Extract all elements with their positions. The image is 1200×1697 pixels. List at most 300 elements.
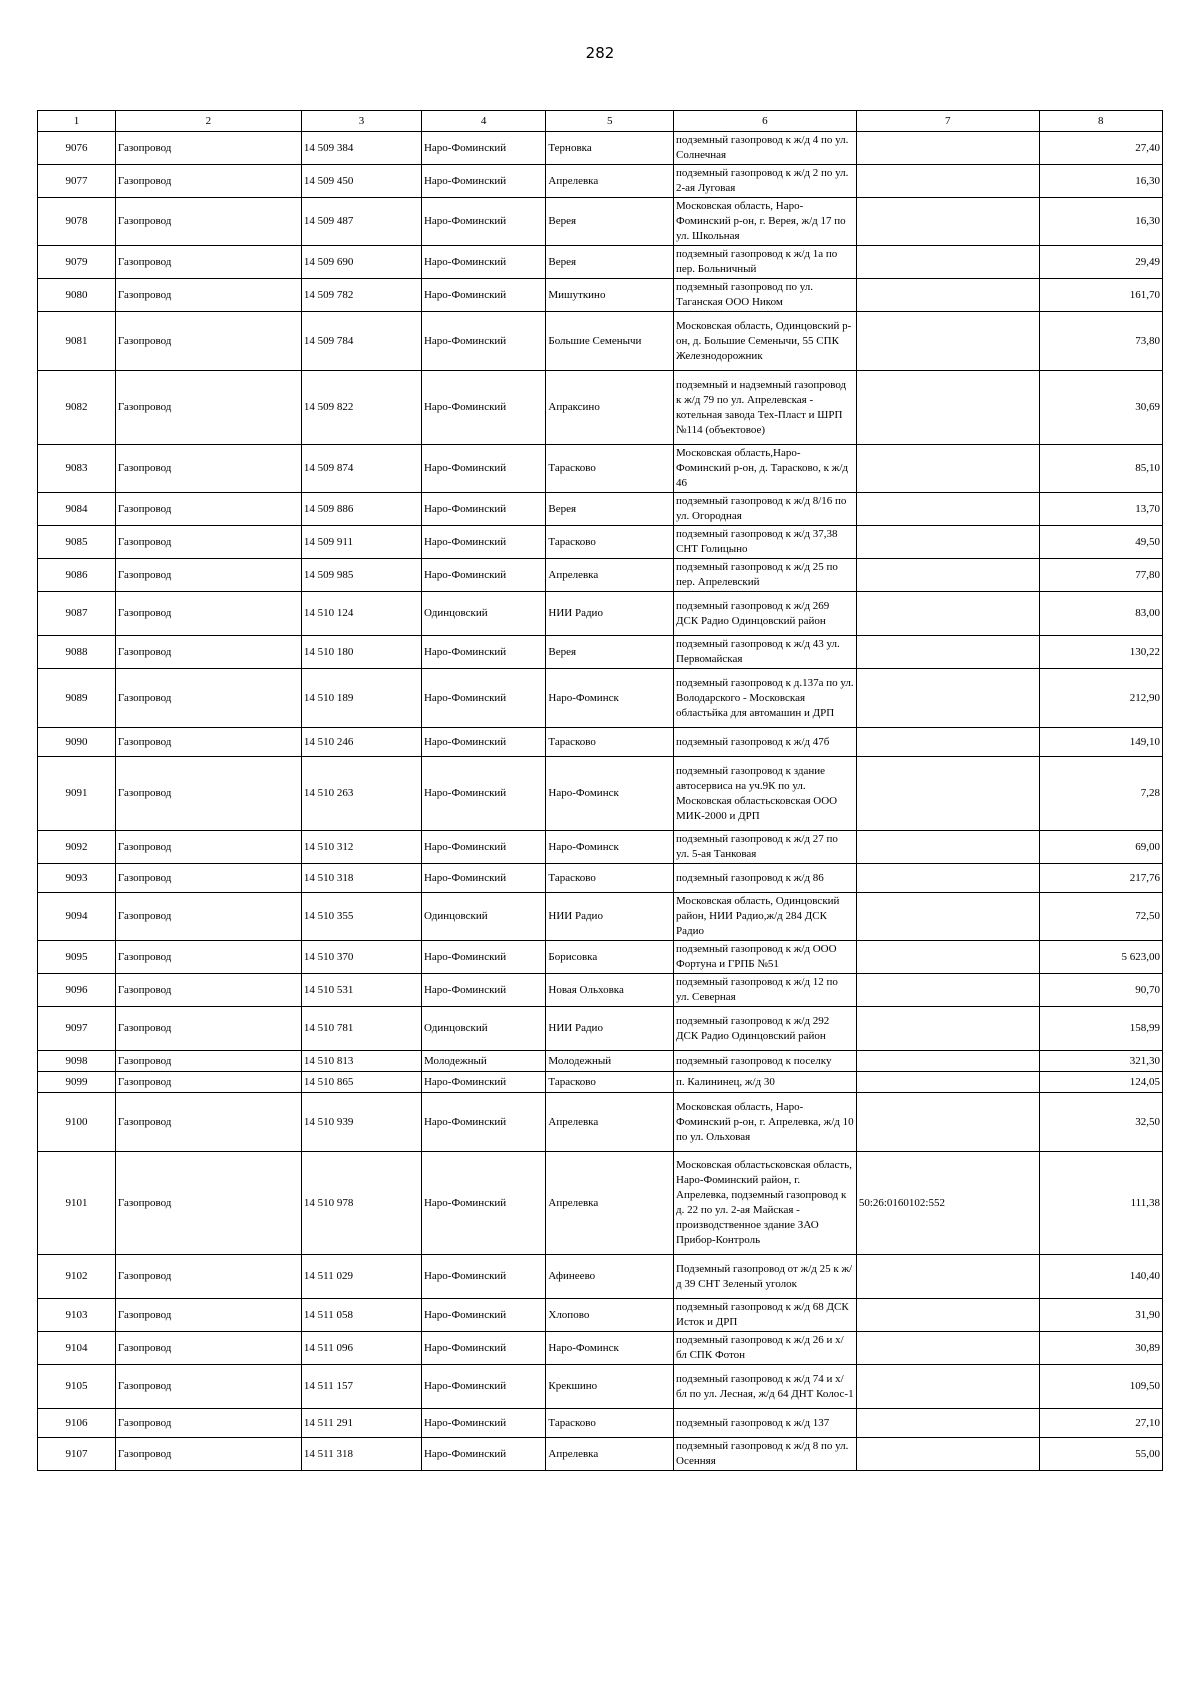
locality-cell: НИИ Радио <box>546 1007 674 1051</box>
object-type-cell: Газопровод <box>115 279 301 312</box>
cadastral-number-cell <box>856 371 1039 445</box>
table-row <box>38 493 1163 526</box>
row-number-cell: 9097 <box>38 1007 116 1051</box>
column-header: 3 <box>301 111 421 132</box>
length-value-cell: 16,30 <box>1039 198 1162 246</box>
inventory-number-cell: 14 510 781 <box>301 1007 421 1051</box>
district-cell: Наро-Фоминский <box>421 669 545 728</box>
object-type-cell: Газопровод <box>115 728 301 757</box>
locality-cell: Большие Семенычи <box>546 312 674 371</box>
inventory-number-cell: 14 509 782 <box>301 279 421 312</box>
length-value-cell: 30,89 <box>1039 1332 1162 1365</box>
page-number: 282 <box>585 44 615 62</box>
inventory-number-cell: 14 511 029 <box>301 1255 421 1299</box>
cadastral-number-cell <box>856 559 1039 592</box>
cadastral-number-cell <box>856 974 1039 1007</box>
row-number-cell: 9100 <box>38 1093 116 1152</box>
table-row <box>38 279 1163 312</box>
object-type-cell: Газопровод <box>115 1255 301 1299</box>
description-cell: подземный газопровод к ж/д 25 по пер. Апрелевский <box>674 559 857 592</box>
locality-cell: Тарасково <box>546 1409 674 1438</box>
cadastral-number-cell <box>856 1051 1039 1072</box>
table-row <box>38 1365 1163 1409</box>
inventory-number-cell: 14 510 355 <box>301 893 421 941</box>
table-row <box>38 246 1163 279</box>
district-cell: Наро-Фоминский <box>421 974 545 1007</box>
object-type-cell: Газопровод <box>115 493 301 526</box>
district-cell: Наро-Фоминский <box>421 559 545 592</box>
inventory-number-cell: 14 510 312 <box>301 831 421 864</box>
table-row <box>38 526 1163 559</box>
column-header: 8 <box>1039 111 1162 132</box>
description-cell: подземный газопровод к ж/д 2 по ул. 2-ая Луговая <box>674 165 857 198</box>
row-number-cell: 9091 <box>38 757 116 831</box>
object-type-cell: Газопровод <box>115 445 301 493</box>
inventory-number-cell: 14 509 886 <box>301 493 421 526</box>
row-number-cell: 9101 <box>38 1152 116 1255</box>
district-cell: Одинцовский <box>421 1007 545 1051</box>
table-row <box>38 1438 1163 1471</box>
district-cell: Наро-Фоминский <box>421 246 545 279</box>
row-number-cell: 9093 <box>38 864 116 893</box>
length-value-cell: 77,80 <box>1039 559 1162 592</box>
row-number-cell: 9089 <box>38 669 116 728</box>
inventory-number-cell: 14 509 487 <box>301 198 421 246</box>
locality-cell: Афинеево <box>546 1255 674 1299</box>
locality-cell: Верея <box>546 493 674 526</box>
locality-cell: Тарасково <box>546 864 674 893</box>
length-value-cell: 49,50 <box>1039 526 1162 559</box>
description-cell: подземный газопровод к ж/д 37,38 СНТ Голицыно <box>674 526 857 559</box>
district-cell: Молодежный <box>421 1051 545 1072</box>
description-cell: подземный газопровод к ж/д 4 по ул. Солнечная <box>674 132 857 165</box>
cadastral-number-cell: 50:26:0160102:552 <box>856 1152 1039 1255</box>
row-number-cell: 9106 <box>38 1409 116 1438</box>
column-header: 1 <box>38 111 116 132</box>
length-value-cell: 5 623,00 <box>1039 941 1162 974</box>
table-row <box>38 132 1163 165</box>
table-row <box>38 198 1163 246</box>
inventory-number-cell: 14 510 189 <box>301 669 421 728</box>
cadastral-number-cell <box>856 493 1039 526</box>
district-cell: Наро-Фоминский <box>421 1365 545 1409</box>
inventory-number-cell: 14 510 263 <box>301 757 421 831</box>
description-cell: подземный газопровод к поселку <box>674 1051 857 1072</box>
inventory-number-cell: 14 509 985 <box>301 559 421 592</box>
length-value-cell: 73,80 <box>1039 312 1162 371</box>
row-number-cell: 9079 <box>38 246 116 279</box>
description-cell: подземный газопровод по ул. Таганская ООО Ником <box>674 279 857 312</box>
cadastral-number-cell <box>856 864 1039 893</box>
table-row <box>38 445 1163 493</box>
row-number-cell: 9090 <box>38 728 116 757</box>
row-number-cell: 9102 <box>38 1255 116 1299</box>
object-type-cell: Газопровод <box>115 757 301 831</box>
district-cell: Наро-Фоминский <box>421 1152 545 1255</box>
length-value-cell: 13,70 <box>1039 493 1162 526</box>
object-type-cell: Газопровод <box>115 1072 301 1093</box>
object-type-cell: Газопровод <box>115 1409 301 1438</box>
length-value-cell: 31,90 <box>1039 1299 1162 1332</box>
cadastral-number-cell <box>856 1299 1039 1332</box>
object-type-cell: Газопровод <box>115 526 301 559</box>
length-value-cell: 90,70 <box>1039 974 1162 1007</box>
row-number-cell: 9095 <box>38 941 116 974</box>
inventory-number-cell: 14 511 058 <box>301 1299 421 1332</box>
row-number-cell: 9082 <box>38 371 116 445</box>
length-value-cell: 69,00 <box>1039 831 1162 864</box>
description-cell: подземный газопровод к ж/д 137 <box>674 1409 857 1438</box>
table-row <box>38 1051 1163 1072</box>
district-cell: Наро-Фоминский <box>421 864 545 893</box>
object-type-cell: Газопровод <box>115 1152 301 1255</box>
inventory-number-cell: 14 510 865 <box>301 1072 421 1093</box>
district-cell: Наро-Фоминский <box>421 526 545 559</box>
district-cell: Наро-Фоминский <box>421 636 545 669</box>
inventory-number-cell: 14 510 978 <box>301 1152 421 1255</box>
description-cell: подземный газопровод к ж/д 26 и х/бл СПК Фотон <box>674 1332 857 1365</box>
object-type-cell: Газопровод <box>115 312 301 371</box>
row-number-cell: 9098 <box>38 1051 116 1072</box>
description-cell: подземный газопровод к ж/д 8 по ул. Осенняя <box>674 1438 857 1471</box>
length-value-cell: 111,38 <box>1039 1152 1162 1255</box>
length-value-cell: 30,69 <box>1039 371 1162 445</box>
row-number-cell: 9105 <box>38 1365 116 1409</box>
table-row <box>38 728 1163 757</box>
row-number-cell: 9099 <box>38 1072 116 1093</box>
cadastral-number-cell <box>856 246 1039 279</box>
description-cell: Подземный газопровод от ж/д 25 к ж/д 39 СНТ Зеленый уголок <box>674 1255 857 1299</box>
description-cell: подземный газопровод к ж/д 12 по ул. Северная <box>674 974 857 1007</box>
district-cell: Наро-Фоминский <box>421 445 545 493</box>
object-type-cell: Газопровод <box>115 636 301 669</box>
length-value-cell: 32,50 <box>1039 1093 1162 1152</box>
description-cell: п. Калининец, ж/д 30 <box>674 1072 857 1093</box>
locality-cell: Апраксино <box>546 371 674 445</box>
cadastral-number-cell <box>856 1093 1039 1152</box>
description-cell: подземный газопровод к ж/д 1а по пер. Больничный <box>674 246 857 279</box>
object-type-cell: Газопровод <box>115 864 301 893</box>
description-cell: Московская область, Одинцовский район, НИИ Радио,ж/д 284 ДСК Радио <box>674 893 857 941</box>
object-type-cell: Газопровод <box>115 246 301 279</box>
locality-cell: Тарасково <box>546 445 674 493</box>
district-cell: Наро-Фоминский <box>421 1299 545 1332</box>
locality-cell: Верея <box>546 636 674 669</box>
cadastral-number-cell <box>856 757 1039 831</box>
locality-cell: Тарасково <box>546 728 674 757</box>
district-cell: Наро-Фоминский <box>421 132 545 165</box>
object-type-cell: Газопровод <box>115 1365 301 1409</box>
row-number-cell: 9085 <box>38 526 116 559</box>
cadastral-number-cell <box>856 1332 1039 1365</box>
district-cell: Наро-Фоминский <box>421 312 545 371</box>
inventory-number-cell: 14 511 096 <box>301 1332 421 1365</box>
inventory-number-cell: 14 510 246 <box>301 728 421 757</box>
row-number-cell: 9084 <box>38 493 116 526</box>
inventory-number-cell: 14 510 318 <box>301 864 421 893</box>
locality-cell: Наро-Фоминск <box>546 831 674 864</box>
cadastral-number-cell <box>856 941 1039 974</box>
length-value-cell: 212,90 <box>1039 669 1162 728</box>
locality-cell: Мишуткино <box>546 279 674 312</box>
cadastral-number-cell <box>856 728 1039 757</box>
cadastral-number-cell <box>856 636 1039 669</box>
cadastral-number-cell <box>856 669 1039 728</box>
locality-cell: НИИ Радио <box>546 592 674 636</box>
object-type-cell: Газопровод <box>115 1332 301 1365</box>
description-cell: Московская областьсковская область, Наро-Фоминский район, г. Апрелевка, подземный газопровод к д. 22 по ул. 2-ая Майская - производственное здание ЗАО Прибор-Контроль <box>674 1152 857 1255</box>
length-value-cell: 140,40 <box>1039 1255 1162 1299</box>
length-value-cell: 72,50 <box>1039 893 1162 941</box>
row-number-cell: 9078 <box>38 198 116 246</box>
object-type-cell: Газопровод <box>115 893 301 941</box>
registry-table <box>37 110 1163 1471</box>
inventory-number-cell: 14 510 813 <box>301 1051 421 1072</box>
inventory-number-cell: 14 510 939 <box>301 1093 421 1152</box>
district-cell: Одинцовский <box>421 893 545 941</box>
district-cell: Наро-Фоминский <box>421 1409 545 1438</box>
inventory-number-cell: 14 510 180 <box>301 636 421 669</box>
table-row <box>38 165 1163 198</box>
table-row <box>38 941 1163 974</box>
locality-cell: Борисовка <box>546 941 674 974</box>
cadastral-number-cell <box>856 592 1039 636</box>
district-cell: Наро-Фоминский <box>421 371 545 445</box>
object-type-cell: Газопровод <box>115 165 301 198</box>
length-value-cell: 109,50 <box>1039 1365 1162 1409</box>
description-cell: подземный газопровод к ж/д 86 <box>674 864 857 893</box>
locality-cell: Апрелевка <box>546 1152 674 1255</box>
row-number-cell: 9087 <box>38 592 116 636</box>
length-value-cell: 83,00 <box>1039 592 1162 636</box>
row-number-cell: 9107 <box>38 1438 116 1471</box>
row-number-cell: 9080 <box>38 279 116 312</box>
cadastral-number-cell <box>856 132 1039 165</box>
locality-cell: Апрелевка <box>546 1093 674 1152</box>
table-row <box>38 592 1163 636</box>
length-value-cell: 149,10 <box>1039 728 1162 757</box>
district-cell: Наро-Фоминский <box>421 198 545 246</box>
description-cell: подземный газопровод к ж/д ООО Фортуна и ГРПБ №51 <box>674 941 857 974</box>
district-cell: Наро-Фоминский <box>421 493 545 526</box>
locality-cell: Терновка <box>546 132 674 165</box>
cadastral-number-cell <box>856 312 1039 371</box>
locality-cell: Апрелевка <box>546 165 674 198</box>
table-row <box>38 831 1163 864</box>
object-type-cell: Газопровод <box>115 1007 301 1051</box>
description-cell: Московская область, Одинцовский р-он, д. Большие Семенычи, 55 СПК Железнодорожник <box>674 312 857 371</box>
cadastral-number-cell <box>856 831 1039 864</box>
locality-cell: Тарасково <box>546 1072 674 1093</box>
column-header: 7 <box>856 111 1039 132</box>
district-cell: Наро-Фоминский <box>421 757 545 831</box>
description-cell: подземный и надземный газопровод к ж/д 79 по ул. Апрелевская - котельная завода Тех-Пласт и ШРП №114 (объектовое) <box>674 371 857 445</box>
object-type-cell: Газопровод <box>115 132 301 165</box>
length-value-cell: 130,22 <box>1039 636 1162 669</box>
length-value-cell: 124,05 <box>1039 1072 1162 1093</box>
row-number-cell: 9096 <box>38 974 116 1007</box>
table-row <box>38 1332 1163 1365</box>
object-type-cell: Газопровод <box>115 669 301 728</box>
object-type-cell: Газопровод <box>115 371 301 445</box>
row-number-cell: 9104 <box>38 1332 116 1365</box>
district-cell: Наро-Фоминский <box>421 279 545 312</box>
length-value-cell: 29,49 <box>1039 246 1162 279</box>
inventory-number-cell: 14 509 784 <box>301 312 421 371</box>
description-cell: подземный газопровод к ж/д 43 ул. Первомайская <box>674 636 857 669</box>
description-cell: подземный газопровод к ж/д 8/16 по ул. Огородная <box>674 493 857 526</box>
row-number-cell: 9094 <box>38 893 116 941</box>
table-row <box>38 1409 1163 1438</box>
row-number-cell: 9076 <box>38 132 116 165</box>
length-value-cell: 55,00 <box>1039 1438 1162 1471</box>
cadastral-number-cell <box>856 1007 1039 1051</box>
table-row <box>38 636 1163 669</box>
column-header: 2 <box>115 111 301 132</box>
district-cell: Наро-Фоминский <box>421 165 545 198</box>
description-cell: подземный газопровод к ж/д 292 ДСК Радио Одинцовский район <box>674 1007 857 1051</box>
header-row <box>38 111 1163 132</box>
column-header: 6 <box>674 111 857 132</box>
district-cell: Наро-Фоминский <box>421 1255 545 1299</box>
table-row <box>38 1299 1163 1332</box>
object-type-cell: Газопровод <box>115 1299 301 1332</box>
table-row <box>38 1255 1163 1299</box>
district-cell: Наро-Фоминский <box>421 728 545 757</box>
description-cell: Московская область, Наро-Фоминский р-он, г. Верея, ж/д 17 по ул. Школьная <box>674 198 857 246</box>
locality-cell: Апрелевка <box>546 559 674 592</box>
object-type-cell: Газопровод <box>115 941 301 974</box>
description-cell: подземный газопровод к д.137а по ул. Володарского - Московская областьйка для автомашин и ДРП <box>674 669 857 728</box>
length-value-cell: 217,76 <box>1039 864 1162 893</box>
cadastral-number-cell <box>856 1255 1039 1299</box>
object-type-cell: Газопровод <box>115 198 301 246</box>
inventory-number-cell: 14 509 690 <box>301 246 421 279</box>
object-type-cell: Газопровод <box>115 1438 301 1471</box>
district-cell: Наро-Фоминский <box>421 941 545 974</box>
object-type-cell: Газопровод <box>115 1051 301 1072</box>
locality-cell: НИИ Радио <box>546 893 674 941</box>
row-number-cell: 9077 <box>38 165 116 198</box>
table-row <box>38 1093 1163 1152</box>
inventory-number-cell: 14 511 318 <box>301 1438 421 1471</box>
row-number-cell: 9092 <box>38 831 116 864</box>
locality-cell: Наро-Фоминск <box>546 757 674 831</box>
description-cell: подземный газопровод к ж/д 27 по ул. 5-ая Танковая <box>674 831 857 864</box>
description-cell: подземный газопровод к ж/д 74 и х/бл по ул. Лесная, ж/д 64 ДНТ Колос-1 <box>674 1365 857 1409</box>
inventory-number-cell: 14 509 384 <box>301 132 421 165</box>
object-type-cell: Газопровод <box>115 559 301 592</box>
locality-cell: Верея <box>546 246 674 279</box>
description-cell: подземный газопровод к здание автосервиса на уч.9К по ул. Московская областьсковская ООО МИК-2000 и ДРП <box>674 757 857 831</box>
cadastral-number-cell <box>856 1072 1039 1093</box>
cadastral-number-cell <box>856 198 1039 246</box>
row-number-cell: 9083 <box>38 445 116 493</box>
cadastral-number-cell <box>856 1365 1039 1409</box>
cadastral-number-cell <box>856 445 1039 493</box>
inventory-number-cell: 14 510 124 <box>301 592 421 636</box>
table-row <box>38 559 1163 592</box>
locality-cell: Наро-Фоминск <box>546 1332 674 1365</box>
row-number-cell: 9103 <box>38 1299 116 1332</box>
cadastral-number-cell <box>856 526 1039 559</box>
cadastral-number-cell <box>856 279 1039 312</box>
inventory-number-cell: 14 509 822 <box>301 371 421 445</box>
object-type-cell: Газопровод <box>115 1093 301 1152</box>
length-value-cell: 7,28 <box>1039 757 1162 831</box>
object-type-cell: Газопровод <box>115 974 301 1007</box>
length-value-cell: 27,10 <box>1039 1409 1162 1438</box>
inventory-number-cell: 14 509 450 <box>301 165 421 198</box>
inventory-number-cell: 14 510 370 <box>301 941 421 974</box>
length-value-cell: 85,10 <box>1039 445 1162 493</box>
locality-cell: Молодежный <box>546 1051 674 1072</box>
table-row <box>38 312 1163 371</box>
description-cell: подземный газопровод к ж/д 269 ДСК Радио Одинцовский район <box>674 592 857 636</box>
locality-cell: Наро-Фоминск <box>546 669 674 728</box>
description-cell: Московская область,Наро-Фоминский р-он, д. Тарасково, к ж/д 46 <box>674 445 857 493</box>
table-row <box>38 1007 1163 1051</box>
cadastral-number-cell <box>856 893 1039 941</box>
table-body <box>38 132 1163 1471</box>
table-header <box>38 111 1163 132</box>
district-cell: Наро-Фоминский <box>421 1332 545 1365</box>
locality-cell: Тарасково <box>546 526 674 559</box>
locality-cell: Хлопово <box>546 1299 674 1332</box>
cadastral-number-cell <box>856 1438 1039 1471</box>
description-cell: подземный газопровод к ж/д 68 ДСК Исток и ДРП <box>674 1299 857 1332</box>
row-number-cell: 9088 <box>38 636 116 669</box>
district-cell: Наро-Фоминский <box>421 1093 545 1152</box>
column-header: 4 <box>421 111 545 132</box>
table-row <box>38 864 1163 893</box>
inventory-number-cell: 14 511 157 <box>301 1365 421 1409</box>
inventory-number-cell: 14 510 531 <box>301 974 421 1007</box>
length-value-cell: 321,30 <box>1039 1051 1162 1072</box>
locality-cell: Крекшино <box>546 1365 674 1409</box>
inventory-number-cell: 14 509 911 <box>301 526 421 559</box>
inventory-number-cell: 14 511 291 <box>301 1409 421 1438</box>
cadastral-number-cell <box>856 165 1039 198</box>
table-row <box>38 669 1163 728</box>
district-cell: Наро-Фоминский <box>421 1438 545 1471</box>
object-type-cell: Газопровод <box>115 592 301 636</box>
length-value-cell: 27,40 <box>1039 132 1162 165</box>
length-value-cell: 158,99 <box>1039 1007 1162 1051</box>
column-header: 5 <box>546 111 674 132</box>
table-row <box>38 757 1163 831</box>
table-row <box>38 1072 1163 1093</box>
row-number-cell: 9086 <box>38 559 116 592</box>
description-cell: подземный газопровод к ж/д 47б <box>674 728 857 757</box>
district-cell: Наро-Фоминский <box>421 831 545 864</box>
district-cell: Наро-Фоминский <box>421 1072 545 1093</box>
table-row <box>38 893 1163 941</box>
locality-cell: Верея <box>546 198 674 246</box>
table-row <box>38 974 1163 1007</box>
district-cell: Одинцовский <box>421 592 545 636</box>
object-type-cell: Газопровод <box>115 831 301 864</box>
description-cell: Московская область, Наро-Фоминский р-он, г. Апрелевка, ж/д 10 по ул. Ольховая <box>674 1093 857 1152</box>
table-row <box>38 1152 1163 1255</box>
row-number-cell: 9081 <box>38 312 116 371</box>
inventory-number-cell: 14 509 874 <box>301 445 421 493</box>
locality-cell: Апрелевка <box>546 1438 674 1471</box>
table-row <box>38 371 1163 445</box>
length-value-cell: 161,70 <box>1039 279 1162 312</box>
locality-cell: Новая Ольховка <box>546 974 674 1007</box>
cadastral-number-cell <box>856 1409 1039 1438</box>
